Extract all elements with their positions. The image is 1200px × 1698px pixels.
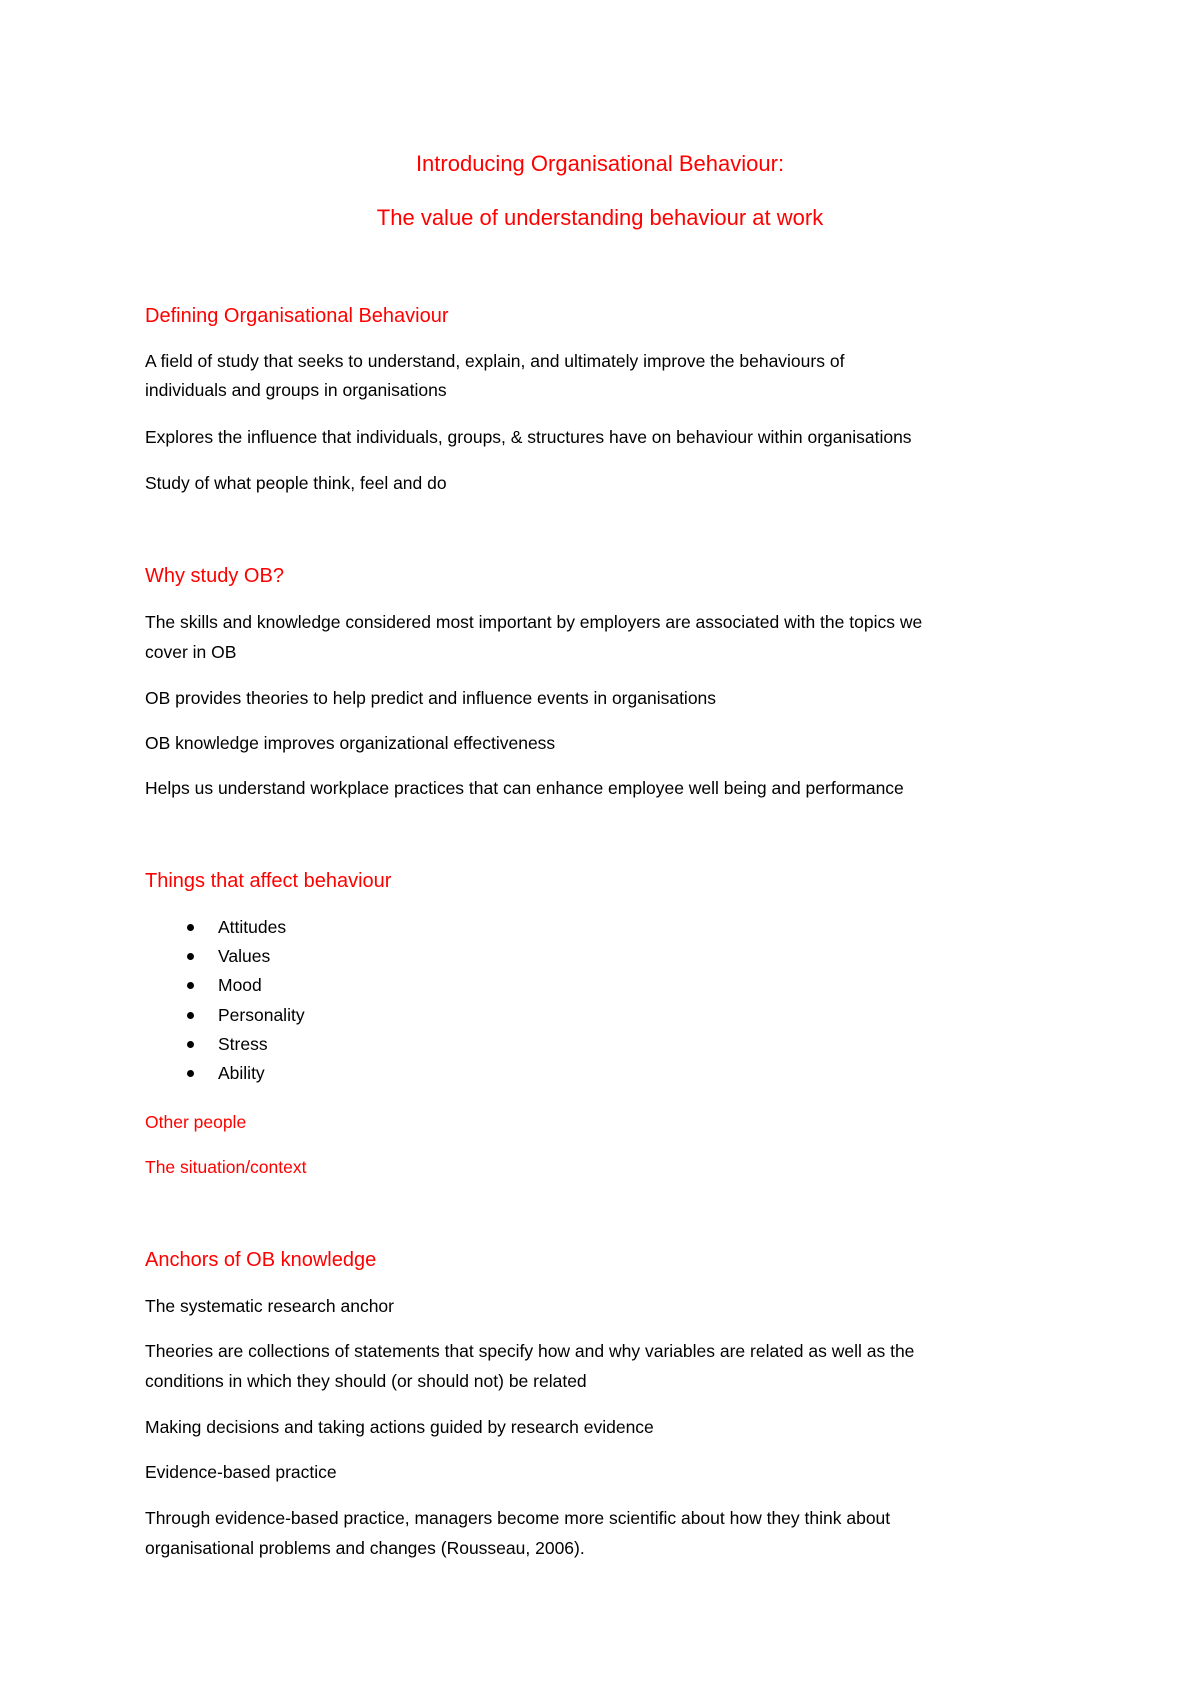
list-item xyxy=(145,942,305,971)
why-para-4: Helps us understand workplace practices that can enhance employee well being and performance xyxy=(145,778,904,798)
list-item-label: Stress xyxy=(218,1033,268,1054)
anchors-para-5-line-2: organisational problems and changes (Rousseau, 2006). xyxy=(145,1538,585,1558)
list-item xyxy=(145,913,305,942)
defining-para-1-line-1: A field of study that seeks to understand, explain, and ultimately improve the behaviours of xyxy=(145,351,845,371)
why-para-2: OB provides theories to help predict and influence events in organisations xyxy=(145,688,717,708)
section-heading-things: Things that affect behaviour xyxy=(145,870,392,892)
bullet-icon xyxy=(187,953,194,960)
anchors-para-1: The systematic research anchor xyxy=(145,1296,394,1316)
anchors-para-2-line-2: conditions in which they should (or should not) be related xyxy=(145,1371,587,1391)
why-para-1-line-2: cover in OB xyxy=(145,642,237,662)
list-item-label: Attitudes xyxy=(218,917,287,937)
section-heading-anchors: Anchors of OB knowledge xyxy=(145,1249,377,1271)
section-heading-why: Why study OB? xyxy=(145,565,284,587)
things-situation: The situation/context xyxy=(145,1157,307,1177)
bullet-icon xyxy=(187,1012,194,1019)
anchors-para-4: Evidence-based practice xyxy=(145,1462,337,1482)
bullet-icon xyxy=(187,924,194,931)
anchors-para-5-line-1: Through evidence-based practice, managers become more scientific about how they think about xyxy=(145,1508,891,1528)
list-item-label: Personality xyxy=(218,1004,305,1025)
list-item-label: Mood xyxy=(218,975,262,996)
bullet-icon xyxy=(187,982,194,989)
list-item xyxy=(145,1001,305,1030)
defining-para-3: Study of what people think, feel and do xyxy=(145,473,447,493)
bullet-icon xyxy=(187,1070,194,1077)
why-para-3: OB knowledge improves organizational effectiveness xyxy=(145,733,556,753)
anchors-para-2-line-1: Theories are collections of statements that specify how and why variables are related as well as the xyxy=(145,1341,915,1361)
anchors-para-3: Making decisions and taking actions guided by research evidence xyxy=(145,1417,654,1437)
section-heading-defining: Defining Organisational Behaviour xyxy=(145,305,449,327)
list-item xyxy=(145,971,305,1000)
list-item-label: Ability xyxy=(218,1062,265,1083)
defining-para-2: Explores the influence that individuals, groups, & structures have on behaviour within organisations xyxy=(145,427,912,447)
list-item xyxy=(145,1030,305,1059)
things-other-people: Other people xyxy=(145,1112,247,1132)
why-para-1-line-1: The skills and knowledge considered most important by employers are associated with the topics we xyxy=(145,612,923,632)
document-title-line-1: Introducing Organisational Behaviour: xyxy=(415,151,785,176)
bullet-icon xyxy=(187,1041,194,1048)
defining-para-1-line-2: individuals and groups in organisations xyxy=(145,380,447,400)
list-item xyxy=(145,1059,305,1088)
list-item-label: Values xyxy=(218,946,271,967)
behaviour-factors-list xyxy=(145,913,305,1088)
document-title-line-2: The value of understanding behaviour at work xyxy=(376,205,824,230)
